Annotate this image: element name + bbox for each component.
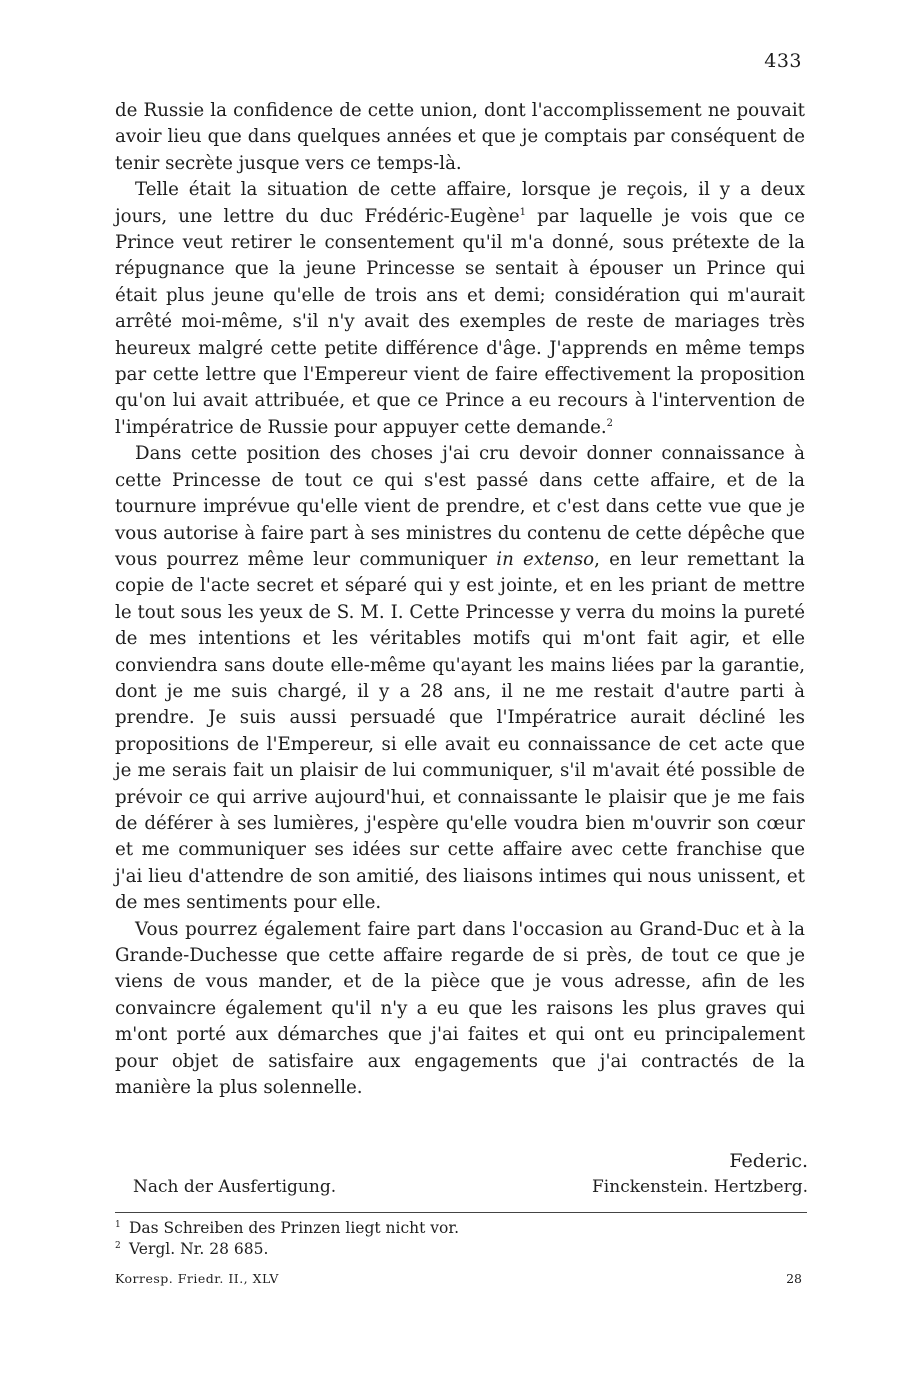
letter-body — [115, 98, 805, 1101]
paragraph-text: Dans cette position des choses j'ai cru devoir donner connaissance à cette Princesse de tout ce qui s'est passé dans cette affaire, et de la tournure imprévue qu'elle vient de prendre, et c'est dans cette vue que je vous autorise à faire part à ses ministres du contenu de cette dépêche que vous pourrez même leur communiquer — [115, 443, 805, 570]
italic-phrase: in extenso — [496, 548, 595, 570]
paragraph — [115, 917, 805, 1102]
paragraph — [115, 98, 805, 177]
sheet-number: 28 — [786, 1271, 802, 1286]
signature: Federic. — [729, 1150, 808, 1172]
footnotes — [115, 1218, 805, 1260]
footnote-reference: 2 — [606, 417, 614, 429]
footnote-reference: 1 — [519, 206, 527, 218]
footnote-text: Das Schreiben des Prinzen liegt nicht vor. — [129, 1219, 460, 1237]
footnote-divider — [115, 1212, 807, 1213]
footnote: 2 Vergl. Nr. 28 685. — [115, 1240, 269, 1258]
footnote-text: Vergl. Nr. 28 685. — [129, 1240, 269, 1258]
paragraph-text: Vous pourrez également faire part dans l'occasion au Grand-Duc et à la Grande-Duchesse que cette affaire regarde de si près, de tout ce que je viens de vous mander, et de la pièce que je vous adresse, afin de les convaincre également qu'il n'y a eu que les raisons les plus graves qui m'ont porté aux démarches que j'ai faites et qui ont eu principalement pour objet de satisfaire aux engagements que j'ai contractés de la manière la plus solennelle. — [115, 918, 805, 1099]
paragraph — [115, 441, 805, 916]
sheet-signature: Korresp. Friedr. II., XLV — [115, 1271, 279, 1286]
paragraph-text: de Russie la confidence de cette union, dont l'accomplissement ne pouvait avoir lieu que dans quelques années et que je comptais par conséquent de tenir secrète jusque vers ce temps-là. — [115, 100, 805, 174]
footnote: 1 Das Schreiben des Prinzen liegt nicht vor. — [115, 1219, 460, 1237]
paragraph-text: par laquelle je vois que ce Prince veut retirer le consentement qu'il m'a donné, sous prétexte de la répugnance que la jeune Princesse se sentait à épouser un Prince qui était plus jeune qu'elle de trois ans et demi; considération qui m'aurait arrêté moi-même, s'il n'y avait des exemples de reste de mariages très heureux malgré cette petite différence d'âge. J'apprends en même temps par cette lettre que l'Empereur vient de faire effectivement la proposition qu'on lui avait attribuée, et que ce Prince a eu recours à l'intervention de l'impératrice de Russie pour appuyer cette demande. — [115, 205, 805, 438]
paragraph — [115, 177, 805, 441]
countersignature: Finckenstein. Hertzberg. — [592, 1177, 808, 1197]
paragraph-text: , en leur remettant la copie de l'acte secret et séparé qui y est jointe, et en les priant de mettre le tout sous les yeux de S. M. I. Cette Princesse y verra du moins la pureté de mes intentions et les véritables motifs qui m'ont fait agir, et elle conviendra sans doute elle-même qu'ayant les mains liées par la garantie, dont je me suis chargé, il y a 28 ans, il ne me restait d'autre parti à prendre. Je suis aussi persuadé que l'Impératrice aurait décliné les propositions de l'Empereur, si elle avait eu connaissance de cet acte que je me serais fait un plaisir de lui communiquer, s'il m'avait été possible de prévoir ce qui arrive aujourd'hui, et connaissante le plaisir que je me fais de déférer à ses lumières, j'espère qu'elle voudra bien m'ouvrir son cœur et me communiquer ses idées sur cette affaire avec cette franchise que j'ai lieu d'attendre de son amitié, des liaisons intimes qui nous unissent, et de mes sentiments pour elle. — [115, 548, 805, 914]
page-number: 433 — [764, 50, 802, 72]
source-note: Nach der Ausfertigung. — [133, 1177, 337, 1197]
paragraph-text: Telle était la situation de cette affaire, lorsque je reçois, il y a deux jours, une lettre du duc Frédéric-Eugène — [115, 179, 805, 227]
